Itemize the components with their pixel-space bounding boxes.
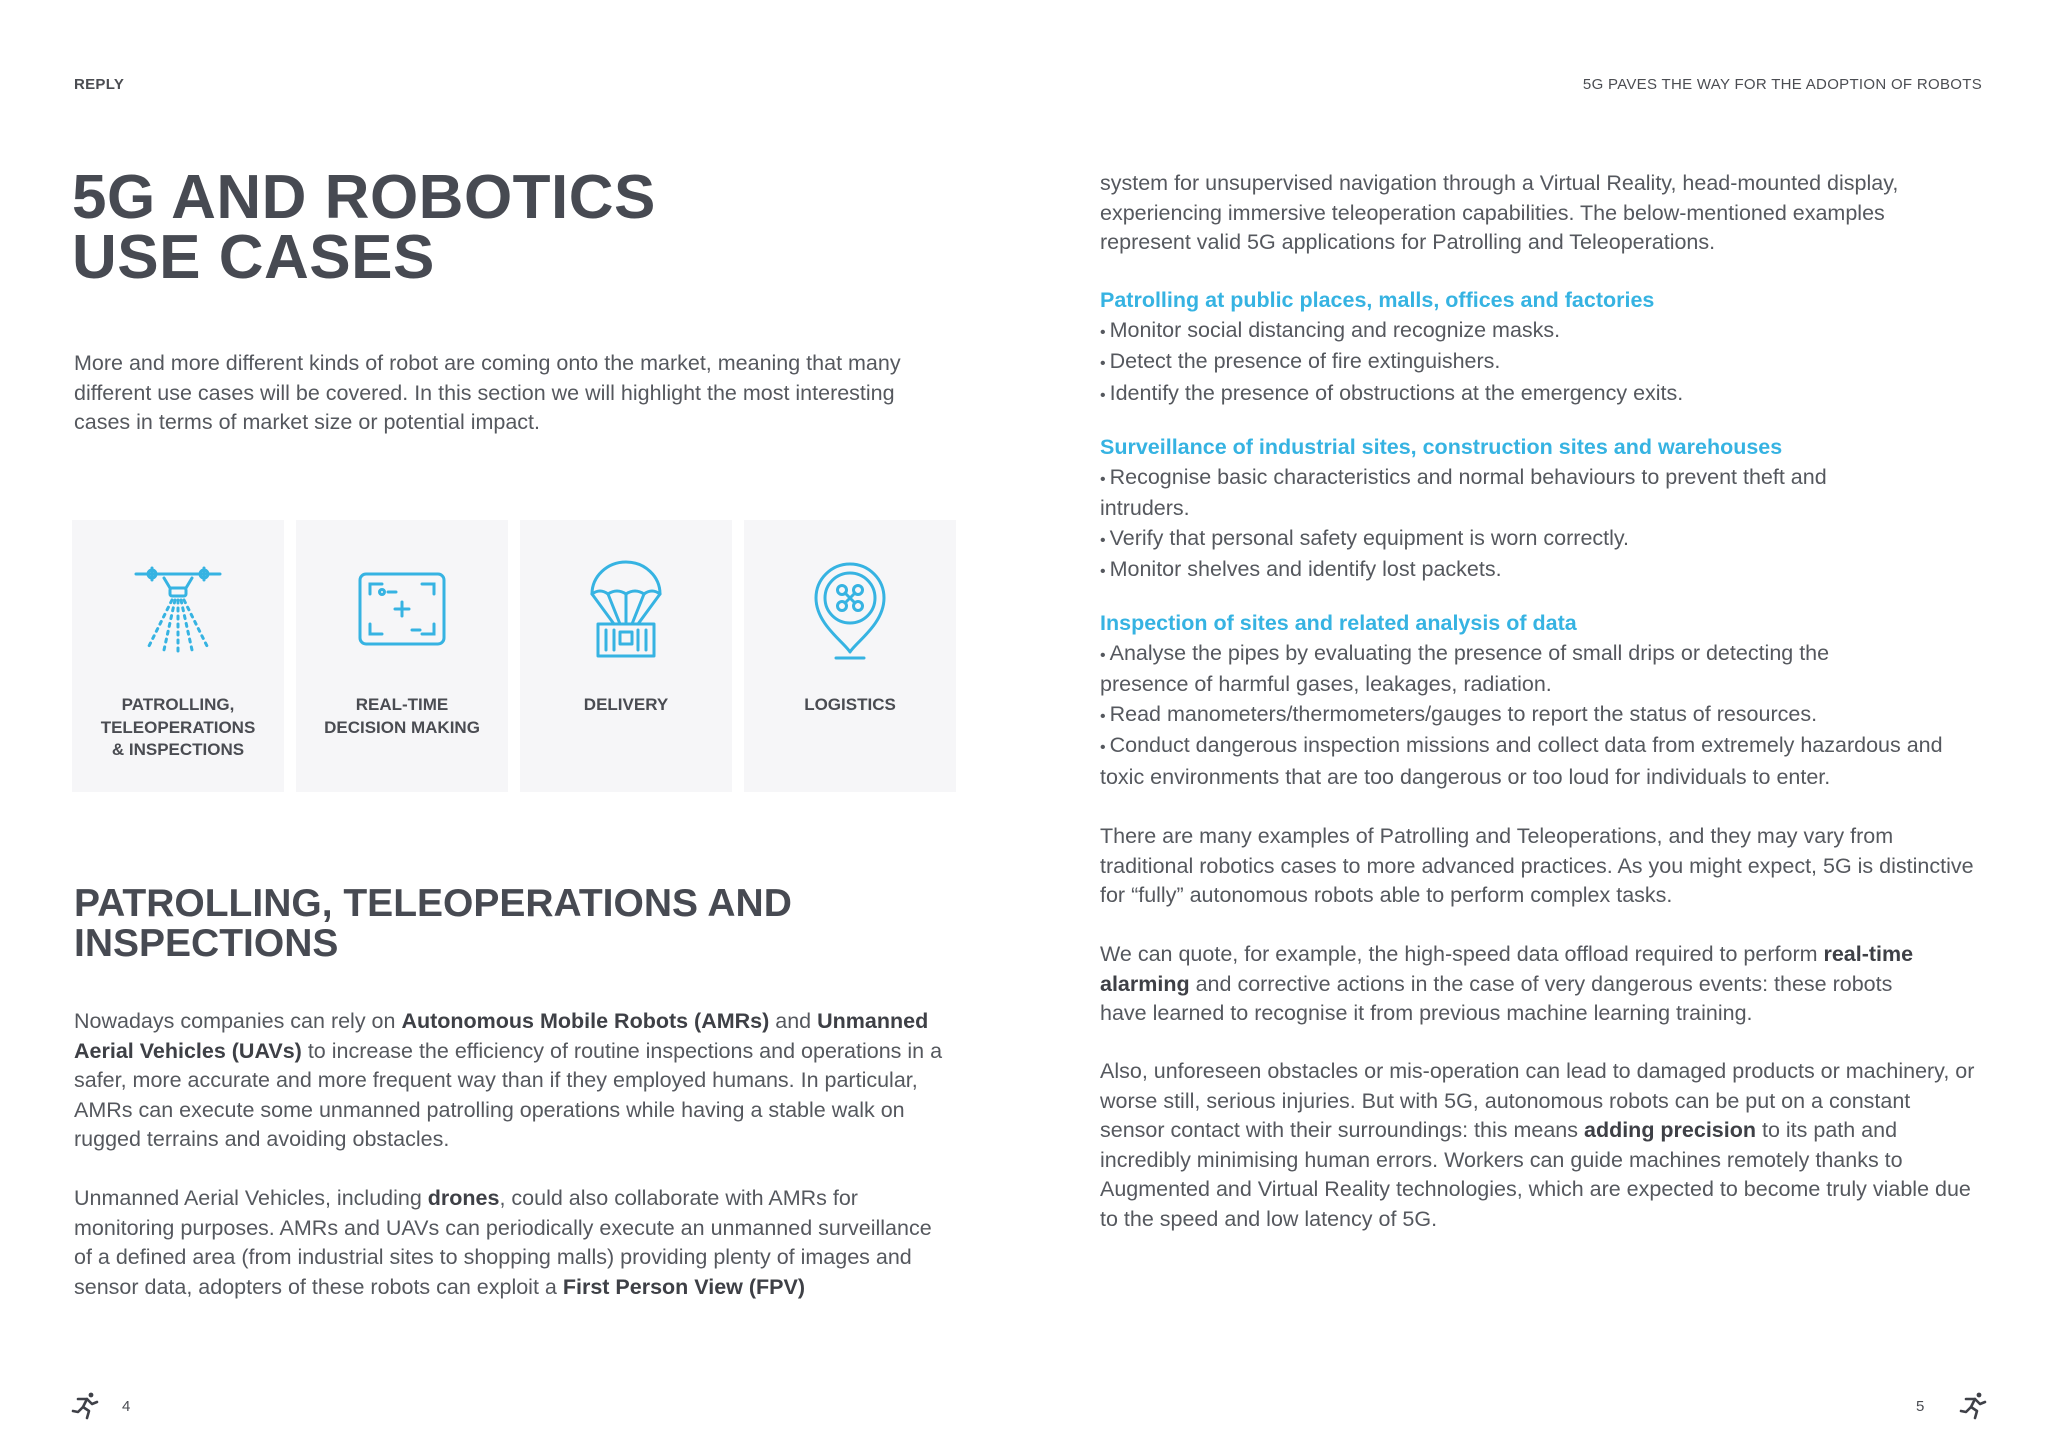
list-item <box>1100 347 1980 379</box>
page-number-left: 4 <box>122 1398 131 1415</box>
use-case-card-logistics <box>744 520 956 792</box>
bold-term: real-time alarming <box>1100 942 1914 996</box>
use-case-card-decision-making <box>296 520 508 792</box>
bullet-dot: • <box>1100 355 1106 372</box>
list-item-text: Analyse the pipes by evaluating the presence of small drips or detecting the presence of harmful gases, leakages, radiation. <box>1100 640 1830 696</box>
body-paragraph-examples: There are many examples of Patrolling and Teleoperations, and they may vary from traditional robotics cases to more advanced practices. As you might expect, 5G is distinctive for “fully” autonomous robots able to perform complex tasks. <box>1100 824 1974 907</box>
bullet-list <box>1100 639 1980 793</box>
bullet-dot: • <box>1100 739 1106 756</box>
text-run: to increase the efficiency of routine inspections and operations in a safer, more accurate and more frequent way than if they employed humans. In particular, AMRs can execute some unmanned patrolling operations while having a stable walk on rugged terrains and avoiding obstacles. <box>74 1038 943 1151</box>
list-item <box>1100 700 1980 732</box>
use-case-block-patrolling <box>1100 286 1980 410</box>
list-item <box>1100 463 1870 524</box>
block-title: Inspection of sites and related analysis of data <box>1100 611 1577 635</box>
list-item <box>1100 379 1980 411</box>
parachute-box-icon <box>576 560 676 660</box>
text-run: to its path and incredibly minimising human errors. Workers can guide machines remotely thanks to Augmented and Virtual Reality technologies, which are expected to become truly viable due to the speed and low latency of 5G. <box>1100 1118 1971 1231</box>
bold-term: Unmanned Aerial Vehicles (UAVs) <box>74 1009 929 1063</box>
drone-icon <box>128 560 228 656</box>
header-document-title: 5G PAVES THE WAY FOR THE ADOPTION OF ROBOTS <box>1582 76 1982 93</box>
use-case-label: PATROLLING, TELEOPERATIONS & INSPECTIONS <box>100 695 256 759</box>
intro-paragraph: More and more different kinds of robot are coming onto the market, meaning that many different use cases will be covered. In this section we will highlight the most interesting cases in terms of market size or potential impact. <box>74 351 901 434</box>
use-case-label: DELIVERY <box>583 695 669 714</box>
bullet-list <box>1100 316 1980 411</box>
list-item-text: Identify the presence of obstructions at the emergency exits. <box>1109 380 1684 405</box>
page-title-line-2: USE CASES <box>72 223 435 292</box>
bullet-list <box>1100 463 1980 587</box>
bold-term: adding precision <box>1583 1118 1757 1142</box>
bullet-dot: • <box>1100 531 1106 549</box>
section-title-line-2: INSPECTIONS <box>74 922 339 965</box>
text-run: Unmanned Aerial Vehicles, including <box>74 1186 428 1210</box>
bullet-dot: • <box>1100 646 1106 664</box>
section-title <box>74 884 894 964</box>
page-title <box>72 163 832 292</box>
use-case-block-inspection <box>1100 609 1980 792</box>
use-case-card-patrolling <box>72 520 284 792</box>
list-item-text: Read manometers/thermometers/gauges to report the status of resources. <box>1109 701 1818 726</box>
bullet-dot: • <box>1100 470 1106 488</box>
use-case-block-surveillance <box>1100 433 1980 587</box>
list-item-text: Monitor shelves and identify lost packets. <box>1109 557 1502 581</box>
bold-term: drones <box>427 1186 500 1210</box>
camera-frame-icon <box>352 560 452 656</box>
bold-term: First Person View (FPV) <box>562 1274 805 1299</box>
list-item-text: Verify that personal safety equipment is worn correctly. <box>1109 525 1630 550</box>
location-pin-icon <box>800 560 900 660</box>
list-item <box>1100 316 1980 348</box>
use-case-label: LOGISTICS <box>804 695 896 714</box>
text-run: Nowadays companies can rely on <box>74 1009 402 1033</box>
text-run: and corrective actions in the case of very dangerous events: these robots have learned to recognise it from previous machine learning training. <box>1100 971 1893 1025</box>
list-item <box>1100 639 1890 700</box>
runner-logo-icon <box>70 1390 100 1420</box>
bullet-dot: • <box>1100 563 1106 580</box>
list-item <box>1100 524 1980 556</box>
page-title-line-1: 5G AND ROBOTICS <box>72 163 656 232</box>
runner-logo-icon <box>1958 1390 1988 1420</box>
bullet-dot: • <box>1100 323 1106 341</box>
use-case-card-delivery <box>520 520 732 792</box>
body-paragraph-uavs <box>74 1184 954 1302</box>
body-paragraph-precision <box>1100 1057 1980 1234</box>
list-item-text: Detect the presence of fire extinguishers. <box>1109 349 1501 373</box>
body-paragraph-alarming <box>1100 940 1920 1029</box>
bold-term: Autonomous Mobile Robots (AMRs) <box>401 1009 770 1033</box>
block-title: Patrolling at public places, malls, offices and factories <box>1100 288 1655 312</box>
body-paragraph-amrs <box>74 1007 974 1155</box>
list-item-text: Recognise basic characteristics and normal behaviours to prevent theft and intruders. <box>1100 464 1827 520</box>
page-number-right: 5 <box>1916 1398 1925 1415</box>
list-item <box>1100 555 1980 587</box>
header-brand: REPLY <box>74 76 125 93</box>
list-item <box>1100 731 1980 792</box>
list-item-text: Conduct dangerous inspection missions and collect data from extremely hazardous and toxic environments that are too dangerous or too loud for individuals to enter. <box>1100 733 1943 789</box>
list-item-text: Monitor social distancing and recognize masks. <box>1109 317 1561 342</box>
bullet-dot: • <box>1100 386 1106 404</box>
use-case-label: REAL-TIME DECISION MAKING <box>324 695 480 737</box>
bullet-dot: • <box>1100 707 1106 725</box>
text-run: Also, unforeseen obstacles or mis-operation can lead to damaged products or machinery, or worse still, serious injuries. But with 5G, autonomous robots can be put on a constant sensor contact with their surroundings: this means <box>1100 1059 1975 1142</box>
section-title-line-1: PATROLLING, TELEOPERATIONS AND <box>74 882 792 925</box>
text-run: and <box>769 1009 818 1033</box>
text-run: We can quote, for example, the high-speed data offload required to perform <box>1100 942 1824 966</box>
continued-paragraph: system for unsupervised navigation through a Virtual Reality, head-mounted display, experiencing immersive teleoperation capabilities. The below-mentioned examples represent valid 5G applications for Patrolling and Teleoperations. <box>1100 171 1899 254</box>
text-run: , could also collaborate with AMRs for monitoring purposes. AMRs and UAVs can periodically execute an unmanned surveillance of a defined area (from industrial sites to shopping malls) providing plenty of images and sensor data, adopters of these robots can exploit a <box>74 1186 932 1299</box>
block-title: Surveillance of industrial sites, construction sites and warehouses <box>1100 435 1783 459</box>
